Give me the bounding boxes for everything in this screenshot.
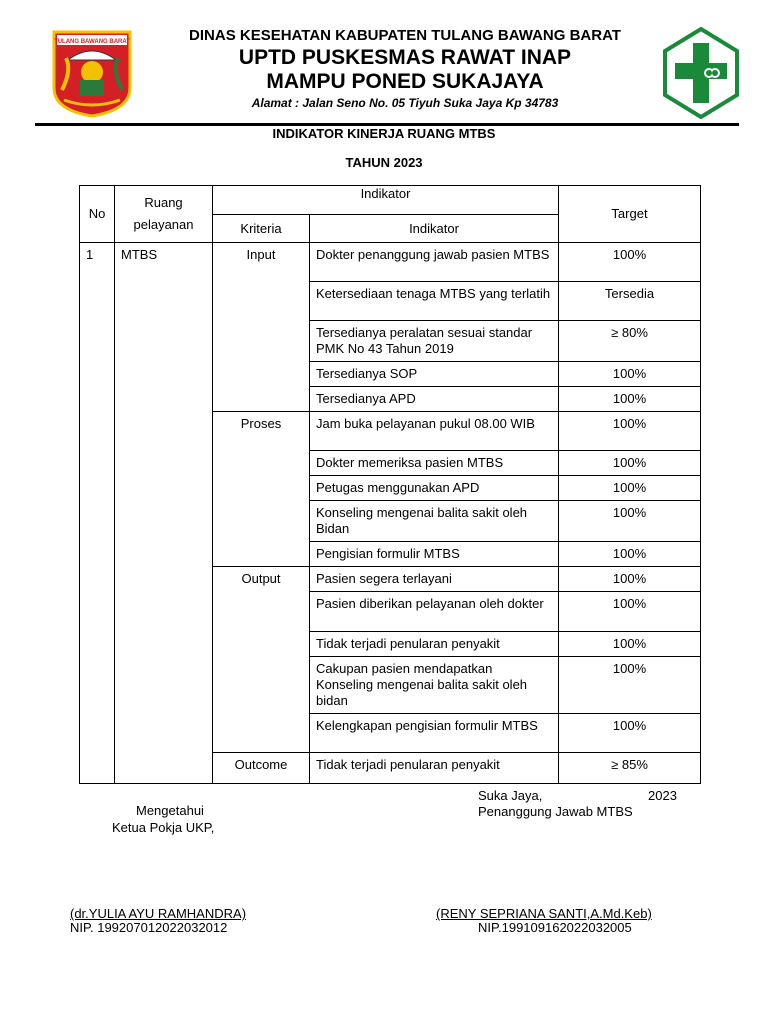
target-cell: 100% xyxy=(559,476,701,501)
indikator-cell: Pasien diberikan pelayanan oleh dokter xyxy=(310,592,559,632)
target-cell: Tersedia xyxy=(559,282,701,321)
target-cell: 100% xyxy=(559,243,701,282)
target-cell: 100% xyxy=(559,412,701,451)
indicator-table xyxy=(79,185,701,784)
header-indikator-group: Indikator xyxy=(213,186,559,215)
regency-emblem-icon xyxy=(52,30,132,118)
header-ruang: Ruang pelayanan xyxy=(115,186,213,243)
target-cell: 100% xyxy=(559,501,701,542)
left-signer-role: Ketua Pokja UKP, xyxy=(112,820,215,835)
kriteria-input: Input xyxy=(213,243,310,412)
indikator-cell: Dokter penanggung jawab pasien MTBS xyxy=(310,243,559,282)
indikator-cell: Pengisian formulir MTBS xyxy=(310,542,559,567)
place-date: Suka Jaya, xyxy=(478,788,543,803)
left-signer-label: Mengetahui xyxy=(136,803,204,818)
target-cell: ≥ 80% xyxy=(559,321,701,362)
address: Alamat : Jalan Seno No. 05 Tiyuh Suka Jaya Kp 34783 xyxy=(251,96,559,110)
indikator-cell: Cakupan pasien mendapatkan Konseling mengenai balita sakit oleh bidan xyxy=(310,657,559,714)
emblem-banner-text: TULANG BAWANG BARAT xyxy=(54,39,130,45)
header-indikator: Indikator xyxy=(310,215,559,243)
unit-subname: MAMPU PONED SUKAJAYA xyxy=(266,70,544,93)
target-cell: 100% xyxy=(559,542,701,567)
indikator-cell: Tersedianya SOP xyxy=(310,362,559,387)
target-cell: 100% xyxy=(559,567,701,592)
target-cell: 100% xyxy=(559,362,701,387)
kriteria-proses: Proses xyxy=(213,412,310,567)
indikator-cell: Tidak terjadi penularan penyakit xyxy=(310,753,559,784)
target-cell: 100% xyxy=(559,632,701,657)
target-cell: ≥ 85% xyxy=(559,753,701,784)
indikator-cell: Kelengkapan pengisian formulir MTBS xyxy=(310,714,559,753)
signature-year: 2023 xyxy=(648,788,677,803)
target-cell: 100% xyxy=(559,714,701,753)
kriteria-output: Output xyxy=(213,567,310,753)
header-no: No xyxy=(80,186,115,243)
header-kriteria: Kriteria xyxy=(213,215,310,243)
indikator-cell: Ketersediaan tenaga MTBS yang terlatih xyxy=(310,282,559,321)
indikator-cell: Tersedianya APD xyxy=(310,387,559,412)
puskesmas-cross-icon xyxy=(663,27,739,119)
target-cell: 100% xyxy=(559,657,701,714)
document-title: INDIKATOR KINERJA RUANG MTBS xyxy=(272,126,496,141)
indikator-cell: Petugas menggunakan APD xyxy=(310,476,559,501)
agency-name: DINAS KESEHATAN KABUPATEN TULANG BAWANG BARAT xyxy=(189,27,621,44)
kriteria-outcome: Outcome xyxy=(213,753,310,784)
document-year: TAHUN 2023 xyxy=(345,155,423,170)
indikator-cell: Dokter memeriksa pasien MTBS xyxy=(310,451,559,476)
right-signer-nip: NIP.199109162022032005 xyxy=(478,920,632,935)
header-target: Target xyxy=(559,186,701,243)
left-signer-nip: NIP. 199207012022032012 xyxy=(70,920,228,935)
left-signer-name: (dr.YULIA AYU RAMHANDRA) xyxy=(70,906,247,921)
target-cell: 100% xyxy=(559,592,701,632)
target-cell: 100% xyxy=(559,451,701,476)
right-signer-name: (RENY SEPRIANA SANTI,A.Md.Keb) xyxy=(436,906,652,921)
target-cell: 100% xyxy=(559,387,701,412)
indikator-cell: Tersedianya peralatan sesuai standar PMK No 43 Tahun 2019 xyxy=(310,321,559,362)
row-number: 1 xyxy=(80,243,115,784)
indikator-cell: Pasien segera terlayani xyxy=(310,567,559,592)
indikator-cell: Tidak terjadi penularan penyakit xyxy=(310,632,559,657)
indikator-cell: Jam buka pelayanan pukul 08.00 WIB xyxy=(310,412,559,451)
service-room: MTBS xyxy=(115,243,213,784)
indikator-cell: Konseling mengenai balita sakit oleh Bidan xyxy=(310,501,559,542)
unit-name: UPTD PUSKESMAS RAWAT INAP xyxy=(238,46,572,69)
right-signer-role: Penanggung Jawab MTBS xyxy=(478,804,633,819)
